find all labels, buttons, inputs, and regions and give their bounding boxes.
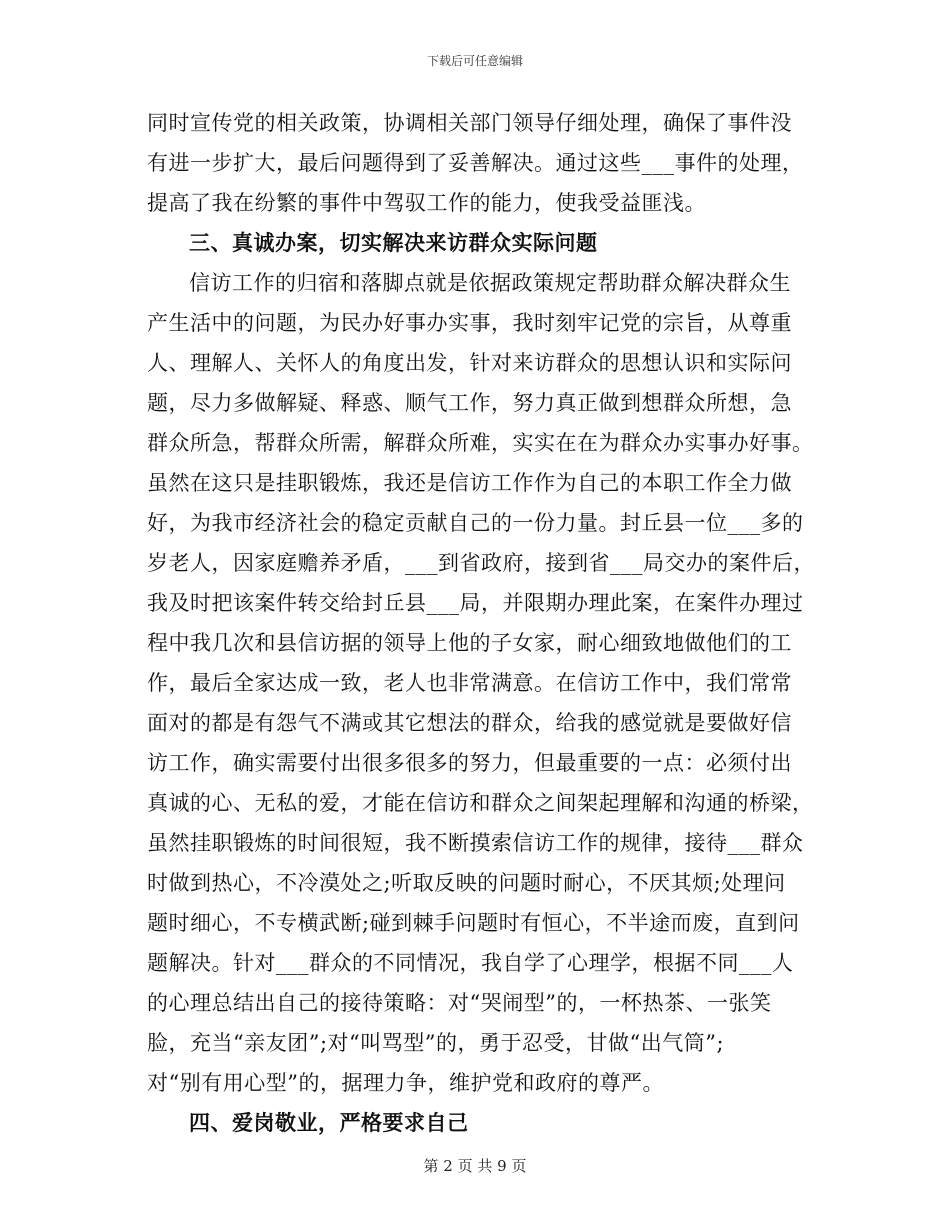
text-line: 对“别有用心型”的，据理力争，维护党和政府的尊严。 bbox=[147, 1071, 664, 1095]
text-line: 提高了我在纷繁的事件中驾驭工作的能力，使我受益匪浅。 bbox=[147, 191, 706, 215]
text-line: 真诚的心、无私的爱，才能在信访和群众之间架起理解和沟通的桥梁， bbox=[147, 791, 814, 815]
page-number: 第 2 页 共 9 页 bbox=[423, 1157, 527, 1175]
text-line: 岁老人，因家庭赡养矛盾，___到省政府，接到省___局交办的案件后， bbox=[147, 551, 815, 575]
text-line: 脸，充当“亲友团”;对“叫骂型”的，勇于忍受，甘做“出气筒”; bbox=[147, 1031, 725, 1055]
text-line: 产生活中的问题，为民办好事办实事，我时刻牢记党的宗旨，从尊重 bbox=[147, 311, 792, 335]
text-line: 时做到热心，不冷漠处之;听取反映的问题时耐心，不厌其烦;处理问 bbox=[147, 871, 786, 895]
section-heading-4: 四、爱岗敬业，严格要求自己 bbox=[189, 1111, 469, 1135]
text-line: 作，最后全家达成一致，老人也非常满意。在信访工作中，我们常常 bbox=[147, 671, 792, 695]
text-line: 虽然挂职锻炼的时间很短，我不断摸索信访工作的规律，接待___群众 bbox=[147, 831, 804, 855]
body-text bbox=[147, 103, 815, 1143]
text-line: 题时细心，不专横武断;碰到棘手问题时有恒心，不半途而废，直到问 bbox=[147, 911, 800, 935]
text-line: 我及时把该案件转交给封丘县___局，并限期办理此案，在案件办理过 bbox=[147, 591, 804, 615]
text-line: 面对的都是有怨气不满或其它想法的群众，给我的感觉就是要做好信 bbox=[147, 711, 792, 735]
section-heading-3: 三、真诚办案，切实解决来访群众实际问题 bbox=[189, 231, 598, 255]
text-line: 有进一步扩大，最后问题得到了妥善解决。通过这些___事件的处理， bbox=[147, 151, 804, 175]
text-line: 人、理解人、关怀人的角度出发，针对来访群众的思想认识和实际问 bbox=[147, 351, 792, 375]
text-line: 题，尽力多做解疑、释惑、顺气工作，努力真正做到想群众所想，急 bbox=[147, 391, 792, 415]
text-line: 程中我几次和县信访据的领导上他的子女家，耐心细致地做他们的工 bbox=[147, 631, 792, 655]
text-line: 访工作，确实需要付出很多很多的努力，但最重要的一点：必须付出 bbox=[147, 751, 792, 775]
text-line: 群众所急，帮群众所需，解群众所难，实实在在为群众办实事办好事。 bbox=[147, 431, 814, 455]
text-line: 同时宣传党的相关政策，协调相关部门领导仔细处理，确保了事件没 bbox=[147, 111, 792, 135]
header-note: 下载后可任意编辑 bbox=[426, 54, 523, 68]
text-line: 虽然在这只是挂职锻炼，我还是信访工作作为自己的本职工作全力做 bbox=[147, 471, 792, 495]
text-line: 题解决。针对___群众的不同情况，我自学了心理学，根据不同___人 bbox=[147, 951, 794, 975]
paragraph-start-line: 信访工作的归宿和落脚点就是依据政策规定帮助群众解决群众生 bbox=[189, 271, 791, 295]
text-line: 好，为我市经济社会的稳定贡献自己的一份力量。封丘县一位___多的 bbox=[147, 511, 804, 535]
text-line: 的心理总结出自己的接待策略：对“哭闹型”的，一杯热茶、一张笑 bbox=[147, 991, 772, 1015]
